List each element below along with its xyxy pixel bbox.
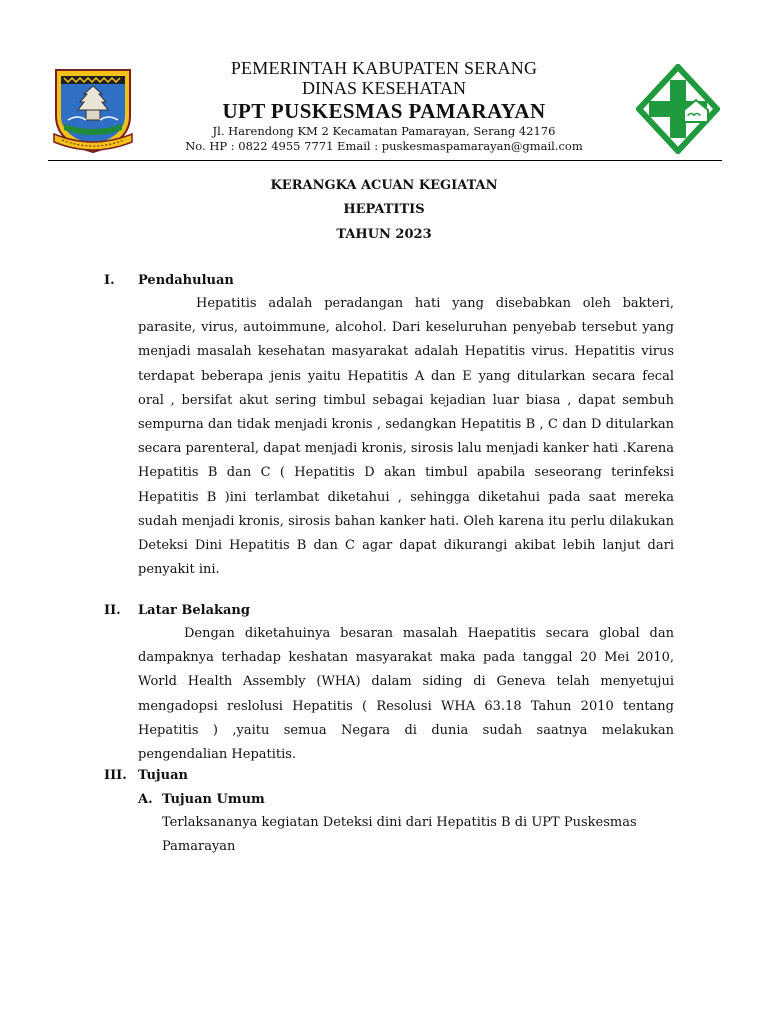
section-number: III.	[104, 768, 127, 783]
section-paragraph: Hepatitis adalah peradangan hati yang disebabkan oleh bakteri, parasite, virus, autoimmune, alcohol. Dari keseluruhan penyebab tersebut yang menjadi masalah kesehatan masyarakat adalah Hepatitis virus. Hepatitis virus terdapat beberapa jenis yaitu Hepatitis A dan E yang ditularkan secara fecal oral , bersifat akut sering timbul sebagai kejadian luar biasa , dapat sembuh sempurna dan tidak menjadi kronis , sedangkan Hepatitis B , C dan D ditularkan secara parenteral, dapat menjadi kronis, sirosis lalu menjadi kanker hati .Karena Hepatitis B dan C ( Hepatitis D akan timbul apabila seseorang terinfeksi Hepatitis B )ini terlambat diketahui , sehingga diketahui pada saat mereka sudah menjadi kronis, sirosis bahan kanker hati. Oleh karena itu perlu dilakukan Deteksi Dini Hepatitis B dan C agar dapat dikurangi akibat lebih lanjut dari penyakit ini.	[138, 296, 674, 578]
subsection-body: Terlaksananya kegiatan Deteksi dini dari Hepatitis B di UPT Puskesmas Pamarayan	[162, 815, 637, 854]
serang-regency-emblem-icon	[50, 64, 136, 156]
section-number: II.	[104, 603, 121, 618]
header-institution: UPT PUSKESMAS PAMARAYAN	[222, 99, 546, 123]
letterhead	[150, 58, 618, 154]
header-address: Jl. Harendong KM 2 Kecamatan Pamarayan, Serang 42176	[212, 124, 556, 138]
section-body	[138, 622, 674, 767]
section-number: I.	[104, 273, 115, 288]
header-government: PEMERINTAH KABUPATEN SERANG	[230, 58, 538, 78]
section-title: Pendahuluan	[138, 273, 234, 288]
header-department: DINAS KESEHATAN	[301, 78, 467, 98]
doc-year: TAHUN 2023	[336, 227, 432, 242]
section-title: Tujuan	[138, 768, 188, 783]
section-title: Latar Belakang	[138, 603, 250, 618]
doc-subject: HEPATITIS	[343, 202, 425, 217]
subsection-letter: A.	[138, 792, 153, 807]
subsection-title: Tujuan Umum	[162, 792, 265, 807]
section-body	[138, 292, 674, 582]
header-contact: No. HP : 0822 4955 7771 Email : puskesmaspamarayan@gmail.com	[185, 139, 583, 153]
doc-title: KERANGKA ACUAN KEGIATAN	[270, 178, 498, 193]
header-divider	[48, 160, 722, 161]
section-paragraph: Dengan diketahuinya besaran masalah Haepatitis secara global dan dampaknya terhadap keshatan masyarakat maka pada tanggal 20 Mei 2010, World Health Assembly (WHA) dalam siding di Geneva telah menyetujui mengadopsi reslolusi Hepatitis ( Resolusi WHA 63.18 Tahun 2010 tentang Hepatitis ) ,yaitu semua Negara di dunia sudah saatnya melakukan pengendalian Hepatitis.	[138, 626, 674, 763]
subsection-heading	[138, 792, 265, 807]
puskesmas-logo-icon	[636, 64, 720, 154]
